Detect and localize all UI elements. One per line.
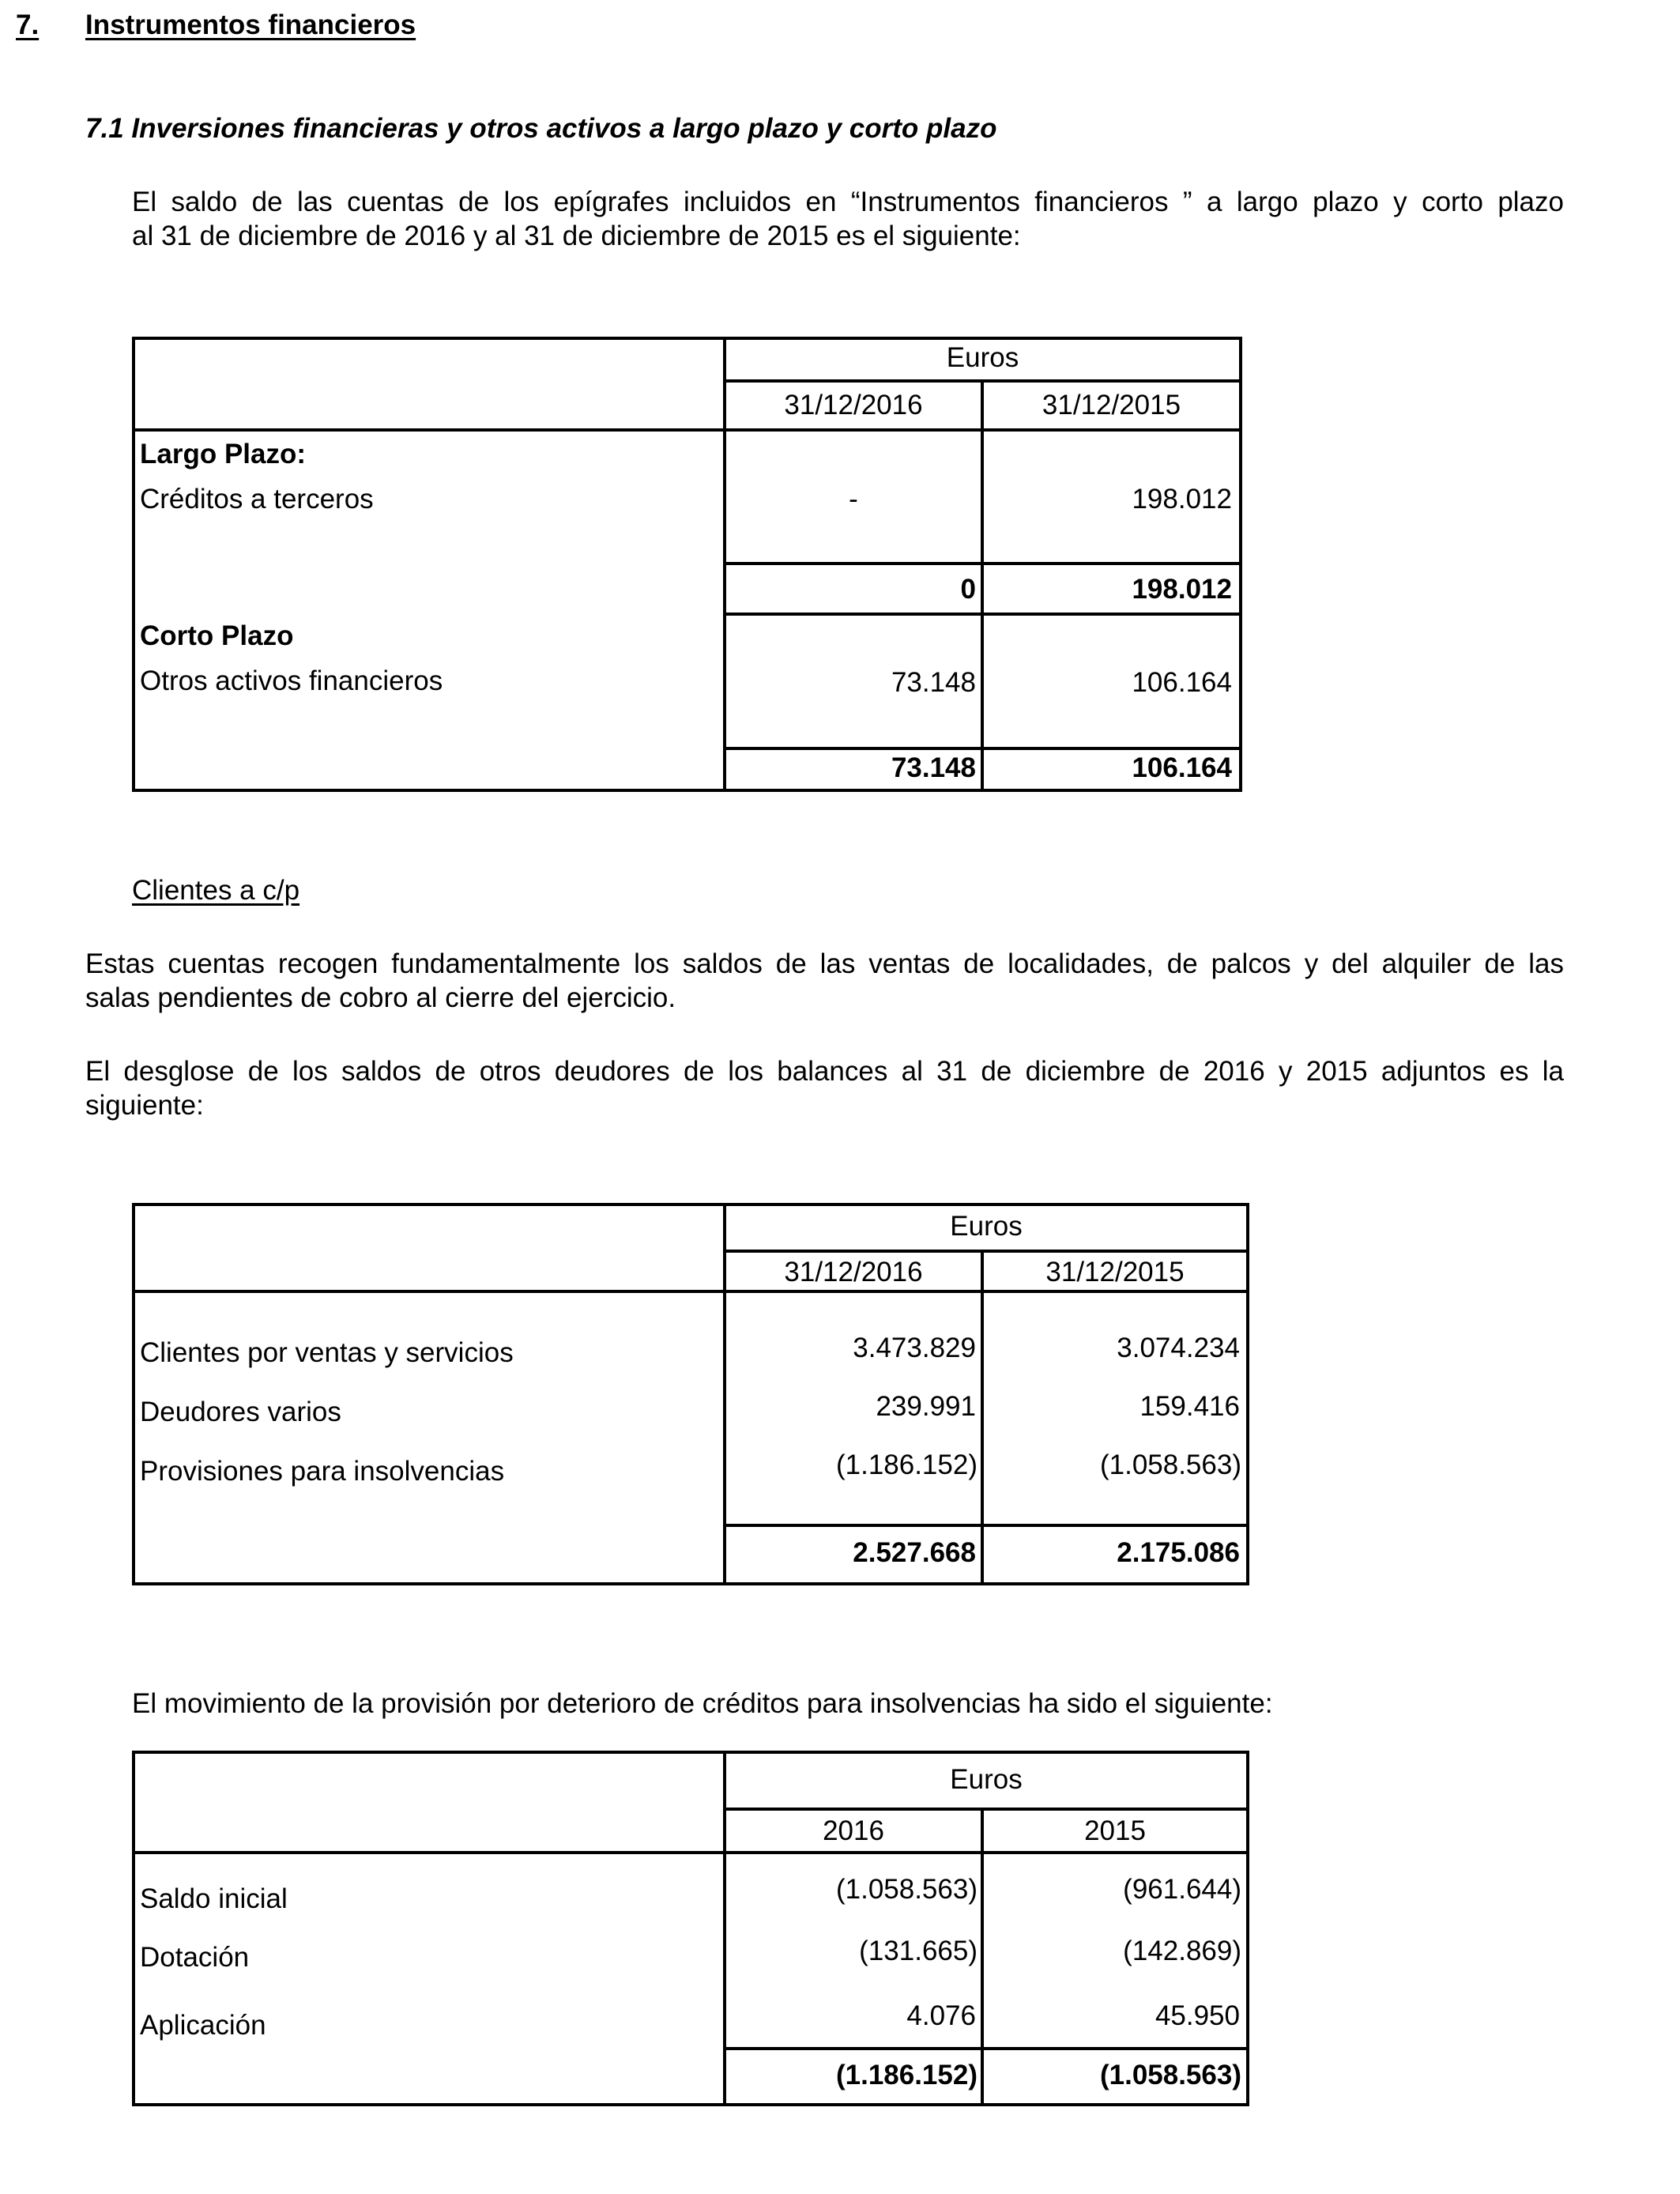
table-header-euros: Euros — [946, 342, 1019, 373]
table-divider — [723, 747, 1242, 750]
table-header-col1: 31/12/2016 — [784, 1257, 923, 1287]
group-heading-largo-plazo: Largo Plazo: — [140, 439, 307, 469]
table-divider — [132, 1851, 1249, 1854]
table-divider — [723, 562, 1242, 565]
row-label: Deudores varios — [140, 1397, 341, 1427]
table-divider — [723, 1524, 1249, 1527]
movimiento-paragraph: El movimiento de la provisión por deterioro de créditos para insolvencias ha sido el siguiente: — [132, 1688, 1273, 1719]
clientes-heading: Clientes a c/p — [132, 875, 300, 906]
table-header-euros: Euros — [950, 1211, 1023, 1242]
row-value-col1: 4.076 — [906, 2000, 976, 2031]
row-label: Otros activos financieros — [140, 665, 443, 696]
subtotal-value-col2: 106.164 — [1132, 752, 1232, 783]
row-value-col2: 198.012 — [1132, 484, 1232, 515]
intro-paragraph-line2: al 31 de diciembre de 2016 y al 31 de diciembre de 2015 es el siguiente: — [132, 221, 1021, 251]
total-value-col2: (1.058.563) — [1099, 2060, 1241, 2090]
table-divider — [132, 1290, 1249, 1293]
subtotal-value-col1: 73.148 — [891, 752, 976, 783]
section-number: 7. — [16, 9, 40, 40]
desglose-paragraph-line1: El desglose de los saldos de otros deudores de los balances al 31 de diciembre de 2016 y 2015 adjuntos es la — [85, 1056, 1564, 1087]
clientes-paragraph-line1: Estas cuentas recogen fundamentalmente los saldos de las ventas de localidades, de palcos y del alquiler de las — [85, 948, 1564, 979]
total-value-col1: 2.527.668 — [853, 1537, 976, 1568]
row-label: Aplicación — [140, 2010, 266, 2041]
table-divider — [723, 613, 1242, 616]
table-header-euros: Euros — [950, 1764, 1023, 1795]
row-value-col2: 106.164 — [1132, 667, 1232, 698]
row-value-col1: 73.148 — [891, 667, 976, 698]
row-value-col2: (142.869) — [1123, 1936, 1241, 1966]
table-divider — [723, 1250, 1249, 1253]
row-value-col2: 3.074.234 — [1117, 1333, 1240, 1363]
total-value-col1: (1.186.152) — [835, 2060, 977, 2090]
group-heading-corto-plazo: Corto Plazo — [140, 620, 294, 651]
table-header-col2: 31/12/2015 — [1042, 390, 1181, 420]
table-header-col1: 31/12/2016 — [784, 390, 923, 420]
row-value-col1: (1.186.152) — [835, 1449, 977, 1480]
row-label: Dotación — [140, 1942, 250, 1973]
row-value-col1: 239.991 — [876, 1391, 976, 1422]
section-title: Instrumentos financieros — [85, 9, 416, 40]
table-header-col2: 31/12/2015 — [1045, 1257, 1185, 1287]
row-value-col1: (131.665) — [859, 1936, 977, 1966]
desglose-paragraph-line2: siguiente: — [85, 1090, 204, 1121]
row-value-col1: 3.473.829 — [853, 1333, 976, 1363]
row-value-col1: - — [849, 484, 858, 515]
row-value-col1: (1.058.563) — [835, 1874, 977, 1905]
row-value-col2: 45.950 — [1155, 2000, 1240, 2031]
row-label: Saldo inicial — [140, 1883, 288, 1914]
table-divider — [132, 428, 1242, 432]
subtotal-value-col2: 198.012 — [1132, 574, 1232, 605]
clientes-paragraph-line2: salas pendientes de cobro al cierre del ejercicio. — [85, 982, 676, 1013]
table-header-col2: 2015 — [1084, 1815, 1146, 1846]
intro-paragraph-line1: El saldo de las cuentas de los epígrafes incluidos en “Instrumentos financieros ” a largo plazo y corto plazo — [132, 187, 1564, 217]
table-divider — [723, 1751, 726, 2106]
row-value-col2: 159.416 — [1139, 1391, 1240, 1422]
row-value-col2: (961.644) — [1123, 1874, 1241, 1905]
subsection-title: 7.1 Inversiones financieras y otros activos a largo plazo y corto plazo — [85, 113, 997, 144]
row-label: Clientes por ventas y servicios — [140, 1337, 514, 1368]
table-border — [132, 1751, 1249, 2106]
total-value-col2: 2.175.086 — [1117, 1537, 1240, 1568]
subtotal-value-col1: 0 — [960, 574, 976, 605]
table-divider — [723, 379, 1242, 383]
table-header-col1: 2016 — [823, 1815, 884, 1846]
row-label: Provisiones para insolvencias — [140, 1456, 505, 1487]
row-label: Créditos a terceros — [140, 484, 374, 515]
table-divider — [723, 2047, 1249, 2050]
table-divider — [723, 1808, 1249, 1811]
row-value-col2: (1.058.563) — [1099, 1449, 1241, 1480]
